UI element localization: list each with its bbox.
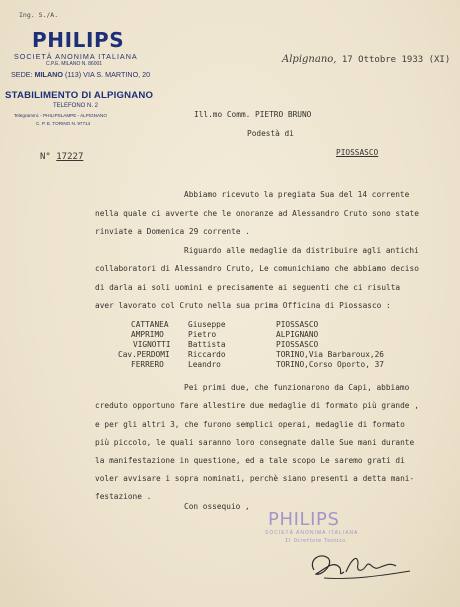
place-date [282, 54, 450, 65]
worker-surname: FERRERO [131, 360, 164, 369]
plant-name: STABILIMENTO DI ALPIGNANO [5, 90, 154, 101]
worker-place: PIOSSASCO [276, 320, 319, 329]
place: Alpignano, [282, 54, 337, 65]
closing: Con ossequio , [184, 502, 250, 511]
body-line: e per gli altri 3, che furono semplici operai, medaglie di formato [95, 420, 405, 429]
body-line: nella quale ci avverte che le onoranze ad Alessandro Cruto sono state [95, 209, 419, 218]
reference-initials: Ing. S./A. [19, 11, 59, 19]
plant-phone: TELEFONO N. 2 [53, 103, 99, 109]
head-office [11, 70, 150, 79]
head-office-city: MILANO [34, 70, 63, 79]
body-line: più piccolo, le quali saranno loro consegnate dalle Sue mani durante [95, 438, 415, 447]
protocol-number [40, 152, 83, 162]
worker-place: TORINO,Via Barbaroux,26 [276, 350, 384, 359]
body-line: voler avvisare i sopra nominati, perchè siano presenti a detta mani- [95, 474, 415, 483]
body-line: aver lavorato col Cruto nella sua prima Officina di Piossasco : [95, 301, 391, 310]
worker-surname: Cav.PERDOMI [118, 350, 170, 359]
plant-telegrams: Telegrammi: - PHILIPSLAMPE - ALPIGNANO [14, 113, 107, 118]
date: 17 Ottobre 1933 (XI) [341, 55, 451, 65]
worker-place: ALPIGNANO [276, 330, 319, 339]
head-office-address: (113) VIA S. MARTINO, 20 [64, 70, 151, 79]
recipient-title: Podestà di [247, 129, 294, 138]
body-line: rinviate a Domenica 29 corrente . [95, 227, 250, 236]
protocol-prefix: N° [40, 152, 57, 162]
worker-surname: AMPRIMO [131, 330, 164, 339]
body-line: la manifestazione in questione, ed a tale scopo Le saremo grati di [95, 456, 405, 465]
worker-surname: VIGNOTTI [133, 340, 171, 349]
body-line: collaboratori di Alessandro Cruto, Le comunichiamo che abbiamo deciso [95, 264, 419, 273]
protocol-value: 17227 [56, 152, 84, 162]
stamp-company: SOCIETÀ ANONIMA ITALIANA [265, 530, 359, 536]
worker-surname: CATTANEA [131, 320, 169, 329]
worker-name: Leandro [188, 360, 221, 369]
worker-place: PIOSSASCO [276, 340, 319, 349]
company-name: SOCIETÀ ANONIMA ITALIANA [14, 52, 138, 61]
body-line: Pei primi due, che funzionarono da Capi, abbiamo [184, 383, 410, 392]
body-line: creduto opportuno fare allestire due medaglie di formato più grande , [95, 401, 419, 410]
head-office-label: SEDE: [11, 70, 33, 79]
recipient-line: Ill.mo Comm. PIETRO BRUNO [194, 110, 312, 119]
body-line: Abbiamo ricevuto la pregiata Sua del 14 corrente [184, 190, 410, 199]
plant-registry: C. P. E. TORINO N. 97714 [36, 121, 91, 126]
body-line: Riguardo alle medaglie da distribuire agli antichi [184, 246, 419, 255]
worker-name: Riccardo [188, 350, 226, 359]
stamp-brand: PHILIPS [268, 509, 340, 530]
worker-name: Giuseppe [188, 320, 226, 329]
body-line: festazione . [95, 492, 152, 501]
company-registry: C.P.E. MILANO N. 86001 [46, 61, 103, 67]
stamp-role: Il Direttore Tecnico [285, 538, 346, 544]
worker-name: Battista [188, 340, 226, 349]
recipient-town: PIOSSASCO [336, 148, 379, 157]
worker-place: TORINO,Corso Oporto, 37 [276, 360, 384, 369]
signature-icon [300, 538, 420, 588]
worker-name: Pietro [188, 330, 217, 339]
brand-logo: PHILIPS [32, 28, 125, 52]
body-line: di darla ai soli uomini e precisamente ai seguenti che ci risulta [95, 283, 401, 292]
